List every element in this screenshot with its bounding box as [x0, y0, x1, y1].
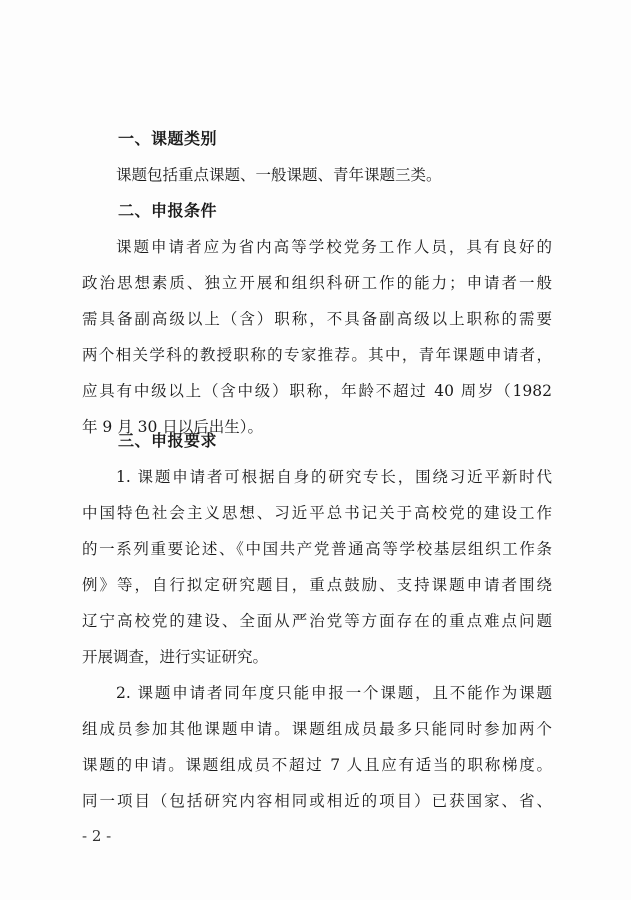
text-line: 课题包括重点课题、一般课题、青年课题三类。	[116, 166, 442, 184]
text-line: 需具备副高级以上（含）职称，不具备副高级以上职称的需要	[82, 310, 552, 328]
text-line: 开展调查，进行实证研究。	[82, 648, 269, 666]
text-line: 课题申请者应为省内高等学校党务工作人员，具有良好的	[116, 238, 552, 256]
section-heading-category: 一、课题类别	[118, 129, 218, 148]
text-line: 2. 课题申请者同年度只能申报一个课题，且不能作为课题	[116, 684, 552, 702]
text-line: 例》等，自行拟定研究题目，重点鼓励、支持课题申请者围绕	[82, 576, 552, 594]
text-line: 应具有中级以上（含中级）职称，年龄不超过 40 周岁（1982	[82, 382, 552, 400]
text-line: 的一系列重要论述、《中国共产党普通高等学校基层组织工作条	[82, 540, 552, 558]
text-line: 年 9 月 30 日以后出生）。	[82, 418, 264, 436]
text-line: 辽宁高校党的建设、全面从严治党等方面存在的重点难点问题	[82, 612, 552, 630]
text-line: 两个相关学科的教授职称的专家推荐。其中，青年课题申请者，	[82, 346, 552, 364]
text-line: 课题的申请。课题组成员不超过 7 人且应有适当的职称梯度。	[82, 756, 552, 774]
section-heading-conditions: 二、申报条件	[118, 201, 218, 220]
section-heading-requirements: 三、申报要求	[118, 431, 218, 450]
text-line: 组成员参加其他课题申请。课题组成员最多只能同时参加两个	[82, 720, 552, 738]
text-line: 同一项目（包括研究内容相同或相近的项目）已获国家、省、	[82, 792, 552, 810]
text-line: 政治思想素质、独立开展和组织科研工作的能力；申请者一般	[82, 274, 552, 292]
text-line: 1. 课题申请者可根据自身的研究专长，围绕习近平新时代	[116, 468, 552, 486]
text-line: 中国特色社会主义思想、习近平总书记关于高校党的建设工作	[82, 504, 552, 522]
page-number: - 2 -	[82, 827, 112, 845]
